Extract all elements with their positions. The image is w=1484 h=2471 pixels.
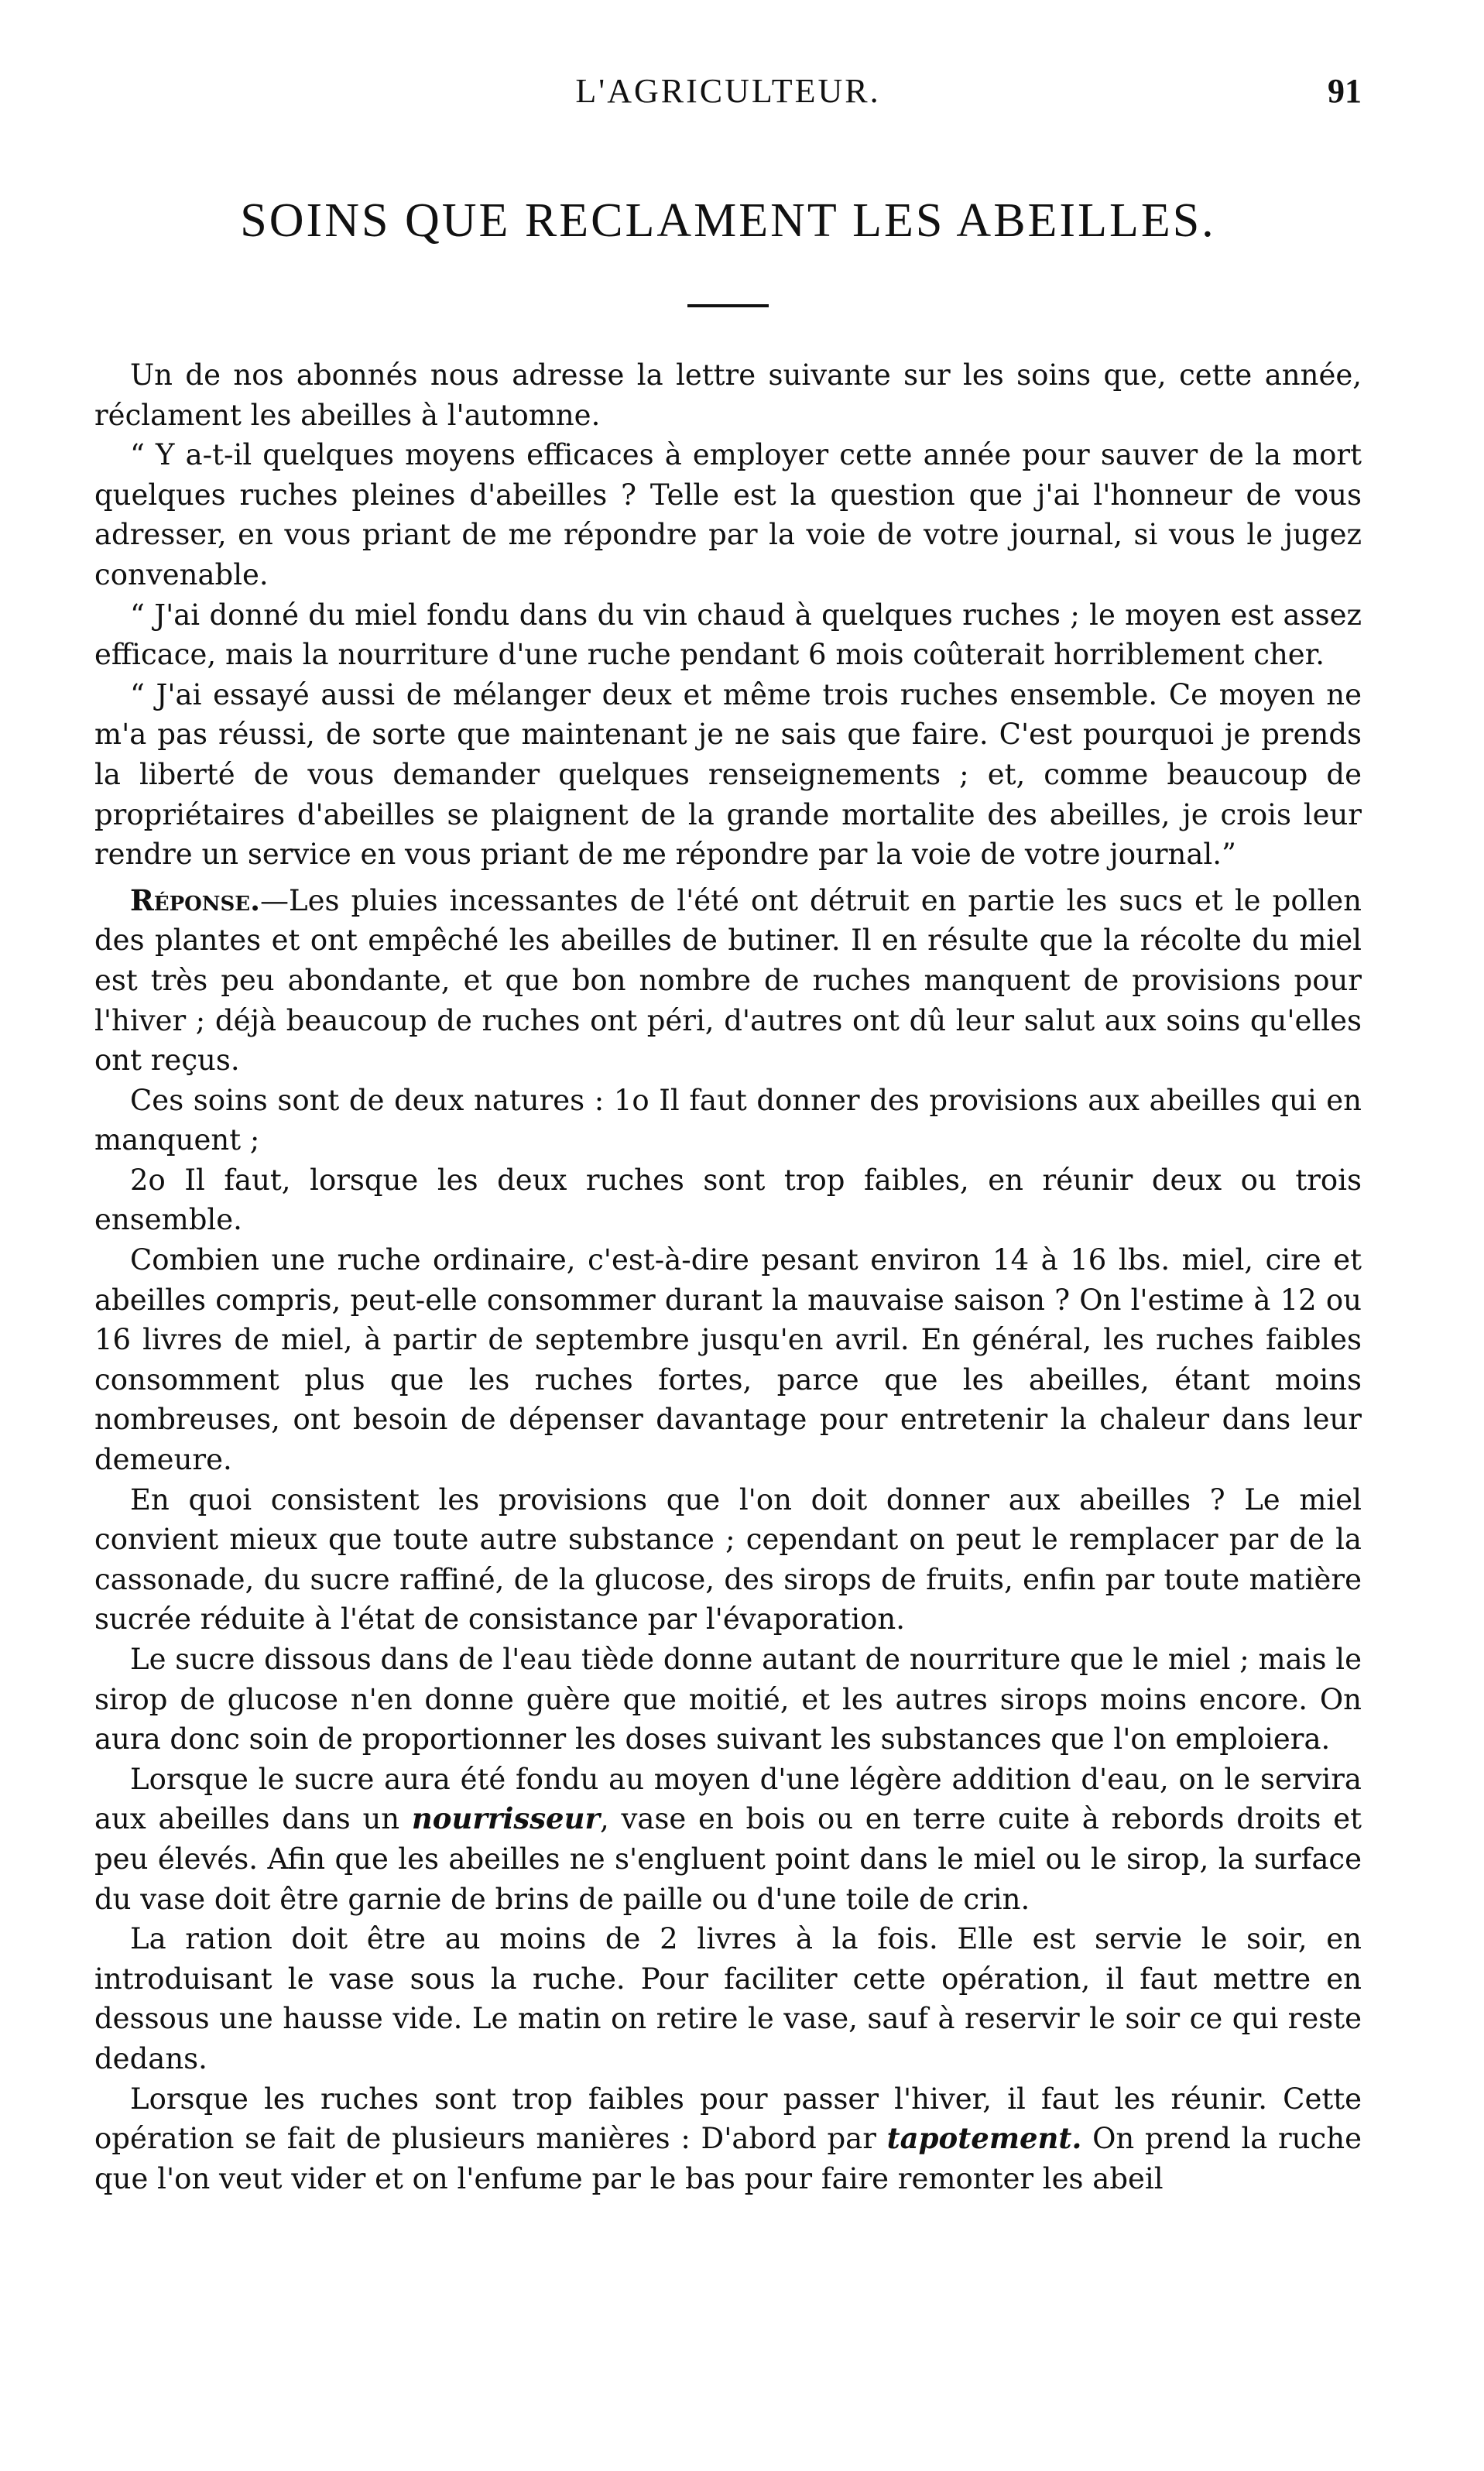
feeder-text-start: Lorsque le sucre aura été fondu au moyen d'une légère addition d'eau, on le servira aux abeilles dans un <box>94 1762 1362 1836</box>
running-title: L'AGRICULTEUR. <box>575 72 881 110</box>
uniting-text-end: On prend la ruche que l'on veut vider et on l'enfume par le bas pour faire remonter les abeil <box>94 2122 1362 2195</box>
paragraph-intro: Un de nos abonnés nous adresse la lettre suivante sur les soins que, cette année, réclament les abeilles à l'automne. <box>94 358 1362 432</box>
paragraph-care-types: Ces soins sont de deux natures : 1o Il faut donner des provisions aux abeilles qui en manquent ; <box>94 1083 1362 1157</box>
paragraph-consumption: Combien une ruche ordinaire, c'est-à-dire pesant environ 14 à 16 lbs. miel, cire et abeilles compris, peut-elle consommer durant la mauvaise saison ? On l'estime à 12 ou 16 livres de miel, à partir de septembre jusqu'en avril. En général, les ruches faibles consomment plus que les ruches fortes, parce que les abeilles, étant moins nombreuses, ont besoin de dépenser davantage pour entretenir la chaleur dans leur demeure. <box>94 1243 1362 1477</box>
tapping-term: tapotement. <box>886 2121 1082 2156</box>
paragraph-letter-question: “ Y a-t-il quelques moyens efficaces à employer cette année pour sauver de la mort quelques ruches pleines d'abeilles ? Telle est la question que j'ai l'honneur de vous adresser, en vous priant de me répondre par la voie de votre journal, si vous le jugez convenable. <box>94 438 1362 591</box>
page-number: 91 <box>1328 72 1362 110</box>
uniting-text-start: Lorsque les ruches sont trop faibles pour passer l'hiver, il faut les réunir. Cette opération se fait de plusieurs manières : D'abord par <box>94 2082 1362 2156</box>
response-label: Réponse. <box>130 882 261 917</box>
title-rule <box>687 304 769 307</box>
article-title: SOINS QUE RECLAMENT LES ABEILLES. <box>240 194 1216 247</box>
paragraph-uniting <box>94 2079 1362 2199</box>
running-head <box>94 0 1362 116</box>
feeder-text-end: , vase en bois ou en terre cuite à rebords droits et peu élevés. Afin que les abeilles ne s'engluent point dans le miel ou le sirop, la surface du vase doit être garnie de brins de paille ou d'une toile de crin. <box>94 1802 1362 1916</box>
paragraph-reunite: 2o Il faut, lorsque les deux ruches sont trop faibles, en réunir deux ou trois ensemble. <box>94 1163 1362 1237</box>
paragraph-letter-honey: “ J'ai donné du miel fondu dans du vin chaud à quelques ruches ; le moyen est assez efficace, mais la nourriture d'une ruche pendant 6 mois coûterait horriblement cher. <box>94 598 1362 672</box>
feeder-term: nourrisseur <box>411 1801 600 1836</box>
paragraph-feeder <box>94 1760 1362 1919</box>
paragraph-response <box>94 881 1362 1081</box>
paragraph-sugar: Le sucre dissous dans de l'eau tiède donne autant de nourriture que le miel ; mais le sirop de glucose n'en donne guère que moitié, et les autres sirops moins encore. On aura donc soin de proportionner les doses suivant les substances que l'on emploiera. <box>94 1643 1362 1756</box>
paragraph-provisions: En quoi consistent les provisions que l'on doit donner aux abeilles ? Le miel convient mieux que toute autre substance ; cependant on peut le remplacer par de la cassonade, du sucre raffiné, de la glucose, des sirops de fruits, enfin par toute matière sucrée réduite à l'état de consistance par l'évaporation. <box>94 1482 1362 1636</box>
paragraph-ration: La ration doit être au moins de 2 livres à la fois. Elle est servie le soir, en introduisant le vase sous la ruche. Pour faciliter cette opération, il faut mettre en dessous une hausse vide. Le matin on retire le vase, sauf à reservir le soir ce qui reste dedans. <box>94 1922 1362 2075</box>
response-text: —Les pluies incessantes de l'été ont détruit en partie les sucs et le pollen des plantes et ont empêché les abeilles de butiner. Il en résulte que la récolte du miel est très peu abondante, et que bon nombre de ruches manquent de provisions pour l'hiver ; déjà beaucoup de ruches ont péri, d'autres ont dû leur salut aux soins qu'elles ont reçus. <box>94 883 1362 1078</box>
paragraph-letter-mixing: “ J'ai essayé aussi de mélanger deux et même trois ruches ensemble. Ce moyen ne m'a pas réussi, de sorte que maintenant je ne sais que faire. C'est pourquoi je prends la liberté de vous demander quelques renseignements ; et, comme beaucoup de propriétaires d'abeilles se plaignent de la grande mortalite des abeilles, je crois leur rendre un service en vous priant de me répondre par la voie de votre journal.” <box>94 677 1362 872</box>
article-body <box>94 355 1362 2199</box>
